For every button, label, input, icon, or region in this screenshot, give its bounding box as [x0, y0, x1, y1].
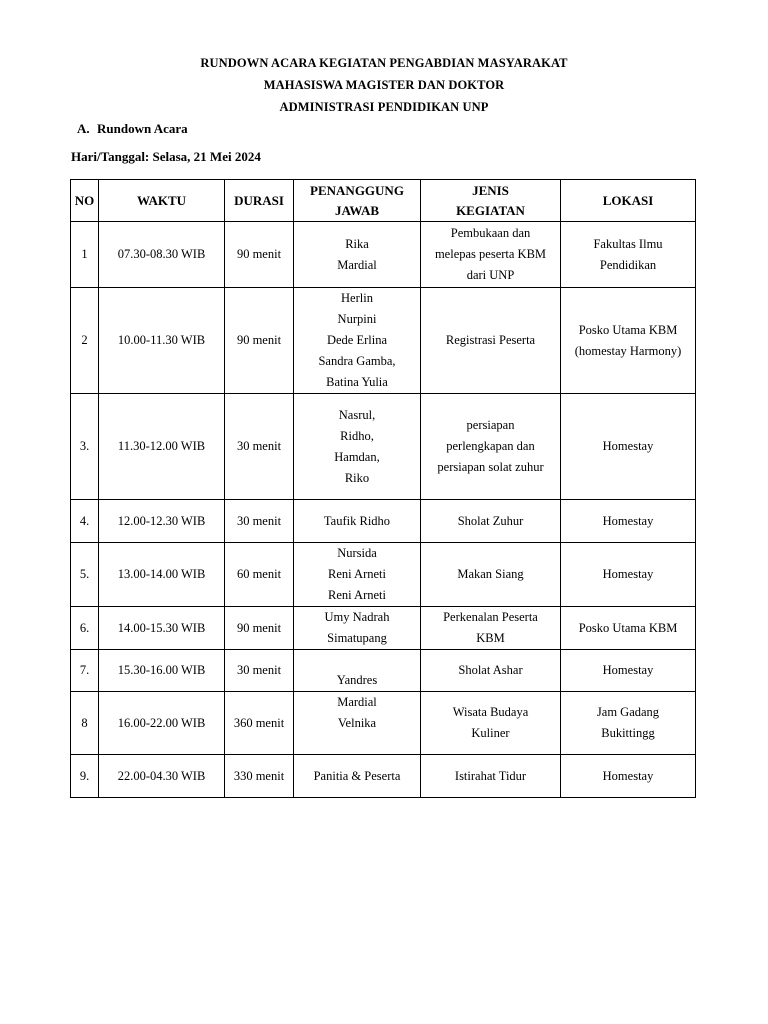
document-title-line1: RUNDOWN ACARA KEGIATAN PENGABDIAN MASYARAKAT [200, 56, 568, 70]
header-no: NO [71, 180, 99, 222]
cell-jenis-kegiatan-line: melepas peserta KBM [434, 247, 547, 261]
cell-no: 5. [71, 543, 99, 607]
cell-penanggung-jawab-line: Herlin [341, 291, 373, 305]
cell-penanggung-jawab-line: Mardial [337, 695, 377, 709]
cell-waktu: 10.00-11.30 WIB [99, 288, 225, 394]
cell-penanggung-jawab-line: Umy Nadrah [324, 610, 390, 624]
cell-jenis-kegiatan-line: persiapan [466, 418, 515, 432]
cell-jenis-kegiatan [421, 755, 561, 798]
cell-penanggung-jawab-line: Reni Arneti [328, 567, 386, 581]
cell-penanggung-jawab-line: Yandres [336, 673, 378, 687]
cell-jenis-kegiatan-line: Perkenalan Peserta [443, 610, 538, 624]
cell-waktu: 11.30-12.00 WIB [99, 394, 225, 500]
cell-penanggung-jawab [294, 607, 421, 650]
cell-penanggung-jawab [294, 650, 421, 692]
cell-penanggung-jawab [294, 755, 421, 798]
cell-lokasi-line: Homestay [602, 513, 654, 528]
cell-jenis-kegiatan [421, 543, 561, 607]
cell-lokasi [561, 543, 696, 607]
cell-no: 9. [71, 755, 99, 798]
cell-waktu: 13.00-14.00 WIB [99, 543, 225, 607]
header-durasi: DURASI [225, 180, 294, 222]
table-header-row [71, 180, 696, 222]
cell-penanggung-jawab-line: Panitia & Peserta [313, 768, 401, 783]
header-penanggung-jawab [294, 180, 421, 222]
cell-lokasi [561, 650, 696, 692]
cell-lokasi [561, 607, 696, 650]
header-jenis-kegiatan [421, 180, 561, 222]
cell-jenis-kegiatan-line: Istirahat Tidur [454, 768, 527, 783]
cell-durasi: 90 menit [225, 607, 294, 650]
cell-no: 3. [71, 394, 99, 500]
table-row [71, 394, 696, 500]
table-row [71, 755, 696, 798]
cell-no: 6. [71, 607, 99, 650]
header-jenis-line1: JENIS [472, 182, 509, 198]
cell-jenis-kegiatan-line: Sholat Zuhur [457, 513, 524, 528]
cell-jenis-kegiatan [421, 288, 561, 394]
cell-no: 7. [71, 650, 99, 692]
table-row [71, 607, 696, 650]
cell-penanggung-jawab [294, 288, 421, 394]
header-pj-line1: PENANGGUNG [310, 182, 404, 198]
cell-penanggung-jawab-line: Batina Yulia [326, 375, 388, 389]
cell-lokasi-line: Homestay [602, 768, 654, 783]
cell-penanggung-jawab-line: Ridho, [340, 428, 374, 443]
cell-jenis-kegiatan [421, 692, 561, 755]
cell-no: 4. [71, 500, 99, 543]
table-row [71, 288, 696, 394]
rundown-table [70, 179, 696, 798]
cell-jenis-kegiatan-line: KBM [476, 631, 505, 645]
cell-penanggung-jawab [294, 543, 421, 607]
cell-jenis-kegiatan-line: perlengkapan dan [446, 439, 535, 453]
cell-no: 2 [71, 288, 99, 394]
cell-lokasi-line: Jam Gadang [596, 705, 660, 719]
header-waktu: WAKTU [99, 180, 225, 222]
cell-durasi: 90 menit [225, 222, 294, 288]
cell-waktu: 07.30-08.30 WIB [99, 222, 225, 288]
cell-penanggung-jawab-line: Hamdan, [334, 449, 380, 464]
cell-durasi: 330 menit [225, 755, 294, 798]
cell-penanggung-jawab-line: Dede Erlina [326, 333, 388, 347]
cell-waktu: 14.00-15.30 WIB [99, 607, 225, 650]
cell-lokasi-line: Fakultas Ilmu [593, 236, 663, 251]
cell-waktu: 22.00-04.30 WIB [99, 755, 225, 798]
cell-lokasi [561, 755, 696, 798]
cell-durasi: 60 menit [225, 543, 294, 607]
cell-jenis-kegiatan-line: dari UNP [466, 268, 515, 282]
cell-penanggung-jawab [294, 394, 421, 500]
cell-penanggung-jawab-line: Rika [345, 236, 369, 251]
cell-penanggung-jawab [294, 692, 421, 755]
cell-lokasi-line: Homestay [602, 567, 654, 581]
cell-lokasi [561, 692, 696, 755]
table-row [71, 650, 696, 692]
cell-penanggung-jawab-line: Velnika [337, 716, 377, 730]
cell-lokasi [561, 222, 696, 288]
cell-penanggung-jawab-line: Sandra Gamba, [318, 354, 396, 368]
cell-jenis-kegiatan-line: Pembukaan dan [450, 226, 531, 240]
cell-jenis-kegiatan [421, 394, 561, 500]
cell-penanggung-jawab-line: Reni Arneti [328, 588, 386, 602]
cell-penanggung-jawab-line: Riko [344, 470, 370, 485]
section-heading [77, 121, 188, 137]
cell-lokasi-line: Bukittingg [601, 726, 655, 740]
cell-jenis-kegiatan [421, 650, 561, 692]
cell-jenis-kegiatan-line: Kuliner [471, 726, 510, 740]
header-pj-line2: JAWAB [334, 202, 380, 218]
cell-lokasi [561, 394, 696, 500]
header-lokasi: LOKASI [561, 180, 696, 222]
cell-jenis-kegiatan-line: Registrasi Peserta [445, 333, 536, 347]
table-row [71, 692, 696, 755]
table-row [71, 543, 696, 607]
cell-penanggung-jawab [294, 500, 421, 543]
cell-no: 1 [71, 222, 99, 288]
document-title-line3: ADMINISTRASI PENDIDIKAN UNP [279, 100, 489, 114]
cell-lokasi-line: Posko Utama KBM [578, 322, 678, 337]
cell-jenis-kegiatan-line: Makan Siang [457, 567, 524, 581]
cell-penanggung-jawab-line: Mardial [337, 257, 377, 272]
cell-lokasi [561, 288, 696, 394]
cell-durasi: 30 menit [225, 650, 294, 692]
cell-lokasi-line: Pendidikan [599, 257, 657, 272]
table-row [71, 222, 696, 288]
cell-jenis-kegiatan-line: Sholat Ashar [458, 663, 523, 677]
cell-lokasi-line: (homestay Harmony) [574, 343, 682, 358]
table-row [71, 500, 696, 543]
section-title: Rundown Acara [97, 121, 188, 136]
cell-jenis-kegiatan [421, 500, 561, 543]
cell-jenis-kegiatan-line: Wisata Budaya [452, 705, 529, 719]
cell-jenis-kegiatan-line: persiapan solat zuhur [437, 460, 544, 474]
cell-penanggung-jawab-line: Taufik Ridho [323, 513, 391, 528]
cell-penanggung-jawab [294, 222, 421, 288]
cell-waktu: 16.00-22.00 WIB [99, 692, 225, 755]
cell-durasi: 90 menit [225, 288, 294, 394]
cell-durasi: 30 menit [225, 394, 294, 500]
cell-lokasi-line: Homestay [602, 663, 654, 677]
cell-penanggung-jawab-line: Simatupang [327, 631, 387, 645]
cell-penanggung-jawab-line: Nasrul, [338, 407, 376, 422]
document-title-line2: MAHASISWA MAGISTER DAN DOKTOR [263, 78, 505, 92]
date-line: Hari/Tanggal: Selasa, 21 Mei 2024 [71, 149, 261, 164]
cell-no: 8 [71, 692, 99, 755]
cell-durasi: 30 menit [225, 500, 294, 543]
cell-waktu: 12.00-12.30 WIB [99, 500, 225, 543]
cell-penanggung-jawab-line: Nursida [337, 546, 377, 560]
header-jenis-line2: KEGIATAN [456, 202, 525, 218]
cell-durasi: 360 menit [225, 692, 294, 755]
cell-lokasi-line: Posko Utama KBM [578, 620, 678, 635]
cell-penanggung-jawab-line: Nurpini [337, 312, 377, 326]
cell-waktu: 15.30-16.00 WIB [99, 650, 225, 692]
cell-lokasi [561, 500, 696, 543]
cell-jenis-kegiatan [421, 222, 561, 288]
cell-lokasi-line: Homestay [602, 439, 654, 453]
cell-jenis-kegiatan [421, 607, 561, 650]
section-letter: A. [77, 121, 90, 136]
